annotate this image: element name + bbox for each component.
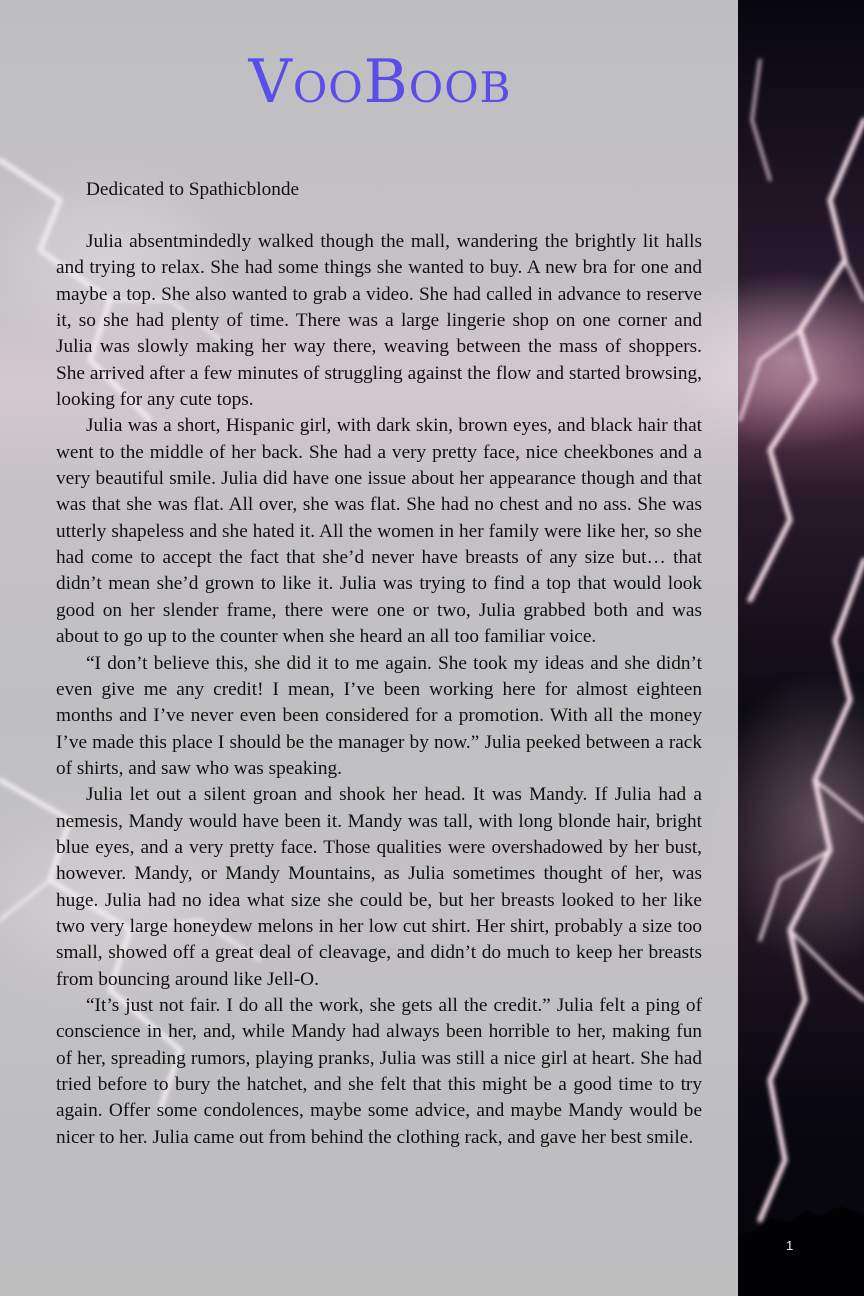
dedication-line: Dedicated to Spathicblonde — [86, 179, 300, 200]
story-paragraph-3: “I don’t believe this, she did it to me again. She took my ideas and she didn’t even give me any credit! I mean, I’ve been working here for almost eighteen months and I’ve never even been considered for a promotion. With all the money I’ve made this place I should be the manager by now.” Julia peeked between a rack of shirts, and saw who was speaking. — [56, 652, 702, 779]
story-paragraph-4: Julia let out a silent groan and shook her head. It was Mandy. If Julia had a nemesis, Mandy would have been it. Mandy was tall, with long blonde hair, bright blue eyes, and a very pretty face. Those qualities were overshadowed by her bust, however. Mandy, or Mandy Mountains, as Julia sometimes thought of her, was huge. Julia had no idea what size she could be, but her breasts looked to her like two very large honeydew melons in her low cut shirt. Her shirt, probably a size too small, showed off a great deal of cleavage, and didn’t do much to keep her breasts from bouncing around like Jell-O. — [56, 784, 702, 990]
lightning-strip — [738, 0, 864, 1296]
story-paragraph-2: Julia was a short, Hispanic girl, with dark skin, brown eyes, and black hair that went to the middle of her back. She had a very pretty face, nice cheekbones and a very beautiful smile. Julia did have one issue about her appearance though and that was that she was flat. All over, she was flat. She had no chest and no ass. She was utterly shapeless and she hated it. All the women in her family were like her, so she had come to accept the fact that she’d never have breasts of any size but… that didn’t mean she’d grown to like it. Julia was trying to find a top that would look good on her slender frame, there were one or two, Julia grabbed both and was about to go up to the counter when she heard an all too familiar voice. — [56, 415, 702, 648]
story-paragraph-1: Julia absentmindedly walked though the mall, wandering the brightly lit halls and trying to relax. She had some things she wanted to buy. A new bra for one and maybe a top. She also wanted to grab a video. She had called in advance to reserve it, so she had plenty of time. There was a large lingerie shop on one corner and Julia was slowly making her way there, weaving between the mass of shoppers. She arrived after a few minutes of struggling against the flow and started browsing, looking for any cute tops. — [56, 231, 702, 411]
page-number: 1 — [786, 1238, 794, 1253]
page-title: VooBoob — [248, 47, 512, 117]
story-body — [56, 229, 702, 1151]
story-paragraph-5: “It’s just not fair. I do all the work, she gets all the credit.” Julia felt a ping of conscience in her, and, while Mandy had always been horrible to her, making fun of her, spreading rumors, playing pranks, Julia was still a nice girl at heart. She had tried before to bury the hatchet, and she felt that this might be a good time to try again. Offer some condolences, maybe some advice, and maybe Mandy would be nicer to her. Julia came out from behind the clothing rack, and gave her best smile. — [56, 994, 702, 1148]
